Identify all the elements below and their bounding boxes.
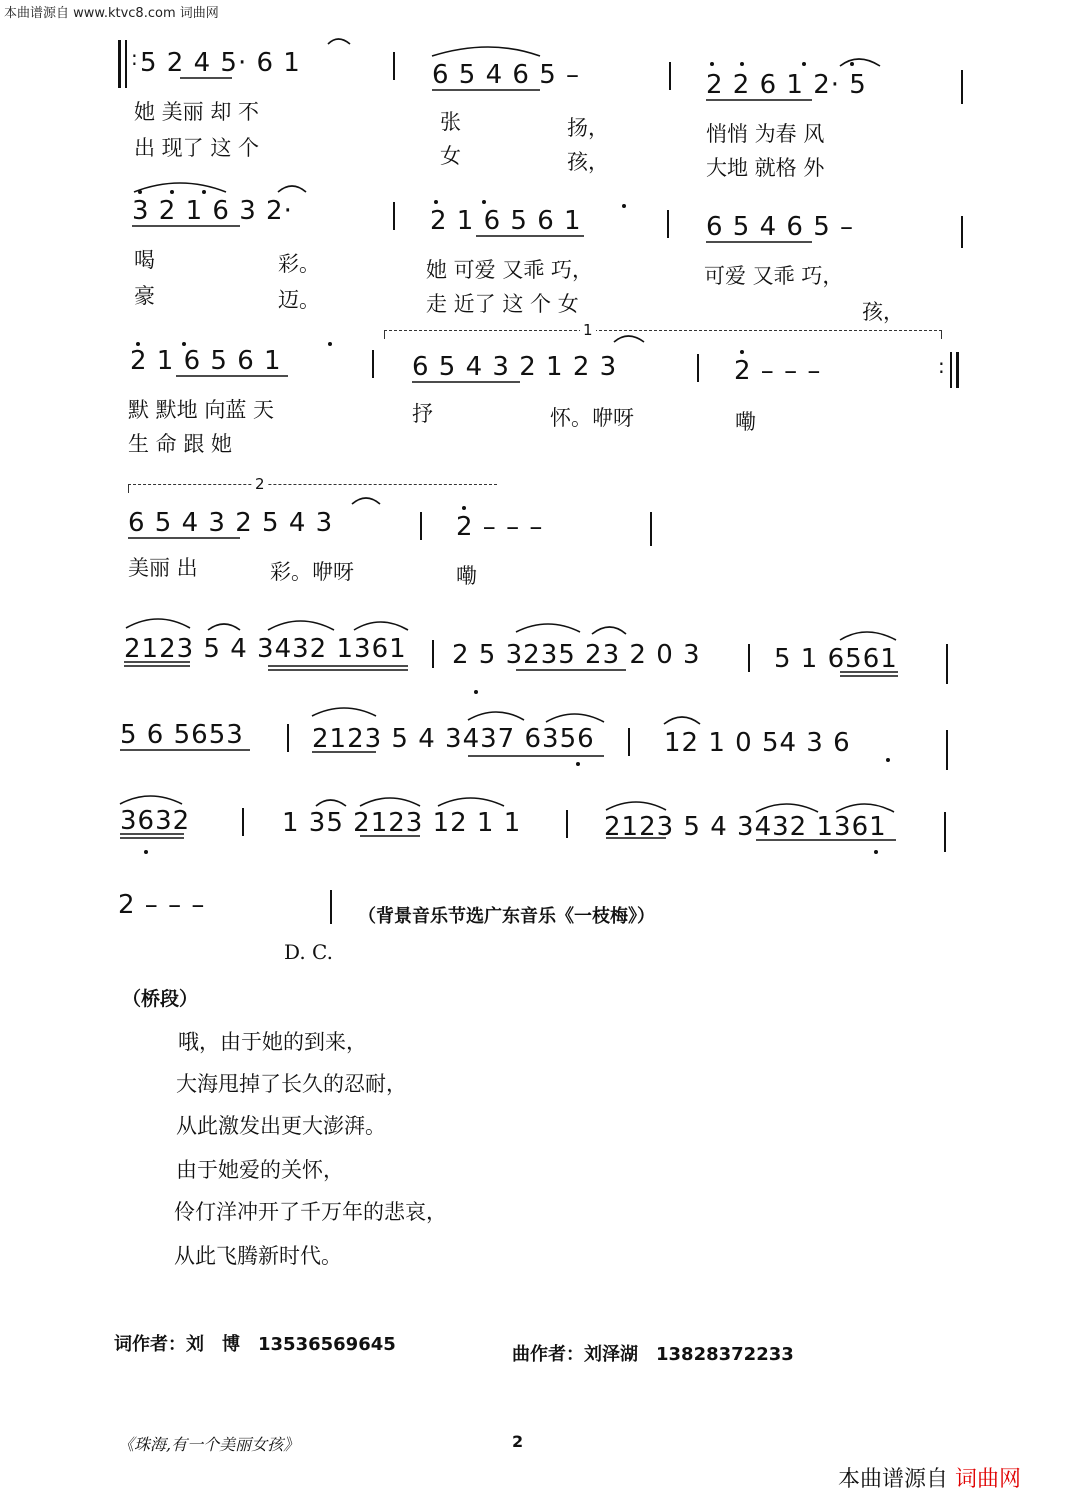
slur xyxy=(664,717,700,724)
bridge-line: 伶仃洋冲开了千万年的悲哀， xyxy=(174,1200,447,1224)
bridge-title: （桥段） xyxy=(122,988,199,1010)
s1-lyric2-b: 女 xyxy=(440,144,461,168)
s4-lyric1-b: 彩。咿呀 xyxy=(270,560,354,584)
int-r2-m2: 2123 5 4 3437 6356 xyxy=(312,724,595,754)
s1-lyric2-a: 出 现了 这 个 xyxy=(134,136,260,160)
slur xyxy=(268,621,334,630)
s2-lyric2-d: 孩， xyxy=(862,300,904,324)
bridge-line: 大海甩掉了长久的忍耐， xyxy=(176,1072,407,1096)
slur xyxy=(134,183,226,192)
s2-lyric1-a: 喝 xyxy=(134,248,155,272)
s3-lyric1-a: 默 默地 向蓝 天 xyxy=(128,398,275,422)
slur xyxy=(516,624,580,632)
slur xyxy=(836,804,894,812)
s4-measure-1: 6 5 4 3 2 5 4 3 xyxy=(128,508,334,538)
da-capo: D. C. xyxy=(284,940,333,964)
slur xyxy=(316,800,346,806)
s1-lyric1-b: 张 xyxy=(440,110,461,134)
s1-lyric2-d: 大地 就格 外 xyxy=(706,156,825,180)
s3-lyric1-c: 怀。咿呀 xyxy=(550,406,634,430)
repeat-dots: : xyxy=(131,46,139,70)
s4-lyric1-c: 嘞 xyxy=(456,564,477,588)
source-note: （背景音乐节选广东音乐《一枝梅》） xyxy=(358,906,655,927)
s3-measure-1: 2 1 6 5 6 1 xyxy=(130,346,282,376)
s3-lyric2-a: 生 命 跟 她 xyxy=(128,432,233,456)
s1-measure-3: 2 2 6 1 2· 5 xyxy=(706,70,867,100)
s1-lyric1-a: 她 美丽 却 不 xyxy=(134,100,260,124)
composer-credit: 曲作者：刘泽湖 13828372233 xyxy=(512,1344,794,1365)
s2-measure-3: 6 5 4 6 5 – xyxy=(706,212,855,242)
bridge-line: 哦，由于她的到来， xyxy=(178,1030,367,1054)
s2-lyric2-a: 豪 xyxy=(134,284,155,308)
int-r3-m1: 3632 xyxy=(120,806,191,836)
s2-lyric1-b: 彩。 xyxy=(278,252,320,276)
slur xyxy=(614,336,644,342)
s3-lyric1-d: 嘞 xyxy=(735,410,756,434)
slur xyxy=(126,619,190,628)
watermark-red-text: 词曲网 xyxy=(955,1467,1022,1492)
int-r1-m3: 5 1 6561 xyxy=(774,644,898,674)
s2-lyric1-d: 可爱 又乖 巧， xyxy=(704,264,844,288)
lyricist-credit: 词作者：刘 博 13536569645 xyxy=(114,1334,396,1355)
int-r3-m2: 1 35 2123 12 1 1 xyxy=(282,808,522,838)
int-r2-m3: 12 1 0 54 3 6 xyxy=(664,728,851,758)
s3-measure-3: 2 – – – xyxy=(734,356,822,386)
slur xyxy=(606,802,666,810)
repeat-end-dots: : xyxy=(938,354,946,378)
int-r1-m2: 2 5 3235 23 2 0 3 xyxy=(452,640,701,670)
bridge-line: 从此飞腾新时代。 xyxy=(174,1244,342,1268)
slur xyxy=(120,796,182,804)
slur xyxy=(360,798,420,806)
s1-measure-1: 5 2 4 5· 6 1 xyxy=(140,48,301,78)
slur xyxy=(208,624,240,630)
slur xyxy=(840,632,896,640)
slur xyxy=(432,47,540,56)
page-number: 2 xyxy=(512,1432,524,1451)
s2-lyric2-c: 走 近了 这 个 女 xyxy=(426,292,579,316)
int-r3-m3: 2123 5 4 3432 1361 xyxy=(604,812,887,842)
s2-lyric1-c: 她 可爱 又乖 巧， xyxy=(426,258,594,282)
s3-measure-2: 6 5 4 3 2 1 2 3 xyxy=(412,352,618,382)
slur xyxy=(354,622,408,630)
int-r4-m1: 2 – – – xyxy=(118,890,206,920)
s1-lyric1-c: 扬， xyxy=(567,116,609,140)
slur xyxy=(592,627,626,634)
footer-song-title: 《珠海,有一个美丽女孩》 xyxy=(118,1435,300,1454)
slur xyxy=(756,804,818,812)
s4-measure-2: 2 – – – xyxy=(456,512,544,542)
slur xyxy=(312,708,376,716)
s3-lyric1-b: 抒 xyxy=(412,402,433,426)
s2-lyric2-b: 迈。 xyxy=(278,288,320,312)
slur xyxy=(840,59,880,66)
s1-lyric1-d: 悄悄 为春 风 xyxy=(706,122,825,146)
int-r2-m1: 5 6 5653 xyxy=(120,720,244,750)
slur xyxy=(352,498,380,504)
volta-number-2: 2 xyxy=(252,475,268,493)
s2-measure-2: 2 1 6 5 6 1 xyxy=(430,206,582,236)
s4-lyric1-a: 美丽 出 xyxy=(128,556,198,580)
watermark-black-text: 本曲谱源自 xyxy=(838,1467,949,1492)
slur xyxy=(278,186,306,192)
slur xyxy=(546,714,604,722)
volta-number-1: 1 xyxy=(580,321,596,339)
bridge-line: 从此激发出更大澎湃。 xyxy=(176,1114,386,1138)
s2-measure-1: 3 2 1 6 3 2· xyxy=(132,196,293,226)
top-watermark: 本曲谱源自 www.ktvc8.com 词曲网 xyxy=(4,6,219,21)
s1-lyric2-c: 孩， xyxy=(567,150,609,174)
bridge-line: 由于她爱的关怀， xyxy=(176,1158,344,1182)
s1-measure-2: 6 5 4 6 5 – xyxy=(432,60,581,90)
slur xyxy=(468,712,524,720)
int-r1-m1: 2123 5 4 3432 1361 xyxy=(124,634,407,664)
slur xyxy=(438,798,504,806)
slur xyxy=(328,39,350,44)
